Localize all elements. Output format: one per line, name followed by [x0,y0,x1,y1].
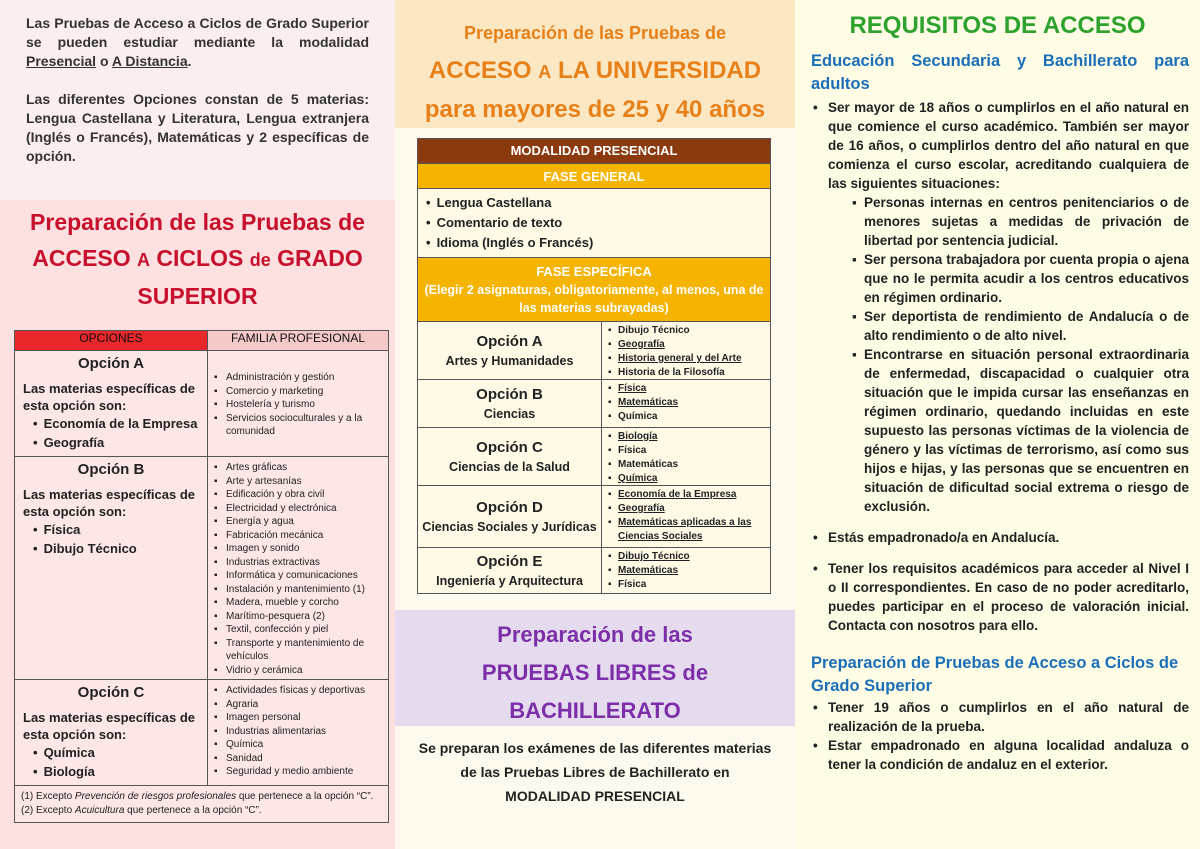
option-subtitle: Ciencias [483,406,536,421]
list-item: ▪ Artes gráficas [214,461,382,475]
option-subtitle: Ciencias de la Salud [449,459,570,474]
intro-panel [0,0,395,200]
list-item: ▪ Dibujo Técnico [608,550,766,564]
fase-especifica-options [418,321,770,593]
universidad-title: Preparación de las Pruebas de ACCESO A LA UNIVERSIDAD para mayores de 25 y 40 años [395,0,795,128]
list-item: ▪ Transporte y mantenimiento de vehículos [214,637,382,664]
materias-list [33,520,199,558]
list-item: ▪ Electricidad y electrónica [214,502,382,516]
requisitos-adultos-section [811,50,1189,635]
ciclos-title: Preparación de las Pruebas de ACCESO A CICLOS de GRADO SUPERIOR [30,209,365,309]
presencial-label: Presencial [26,53,97,69]
familias-list [214,371,382,439]
list-item: ▪ Imagen y sonido [214,542,382,556]
list-item: ▪ Matemáticas [608,396,766,410]
list-item: ▪ Madera, mueble y corcho [214,596,382,610]
option-title: Opción B [77,461,145,478]
list-item: ▪ Geografía [608,502,766,516]
option-title: Opción A [476,332,543,350]
list-item: ▪ Dibujo Técnico [608,324,766,338]
libres-title: Preparación de las PRUEBAS LIBRES de BACHILLERATO [395,610,795,726]
list-item: • Física [33,520,199,539]
list-item: ▪ Ser persona trabajadora por cuenta propia o ajena que no le permita acudir a los centros educativos en régimen ordinario. [854,250,1189,307]
header-familia: FAMILIA PROFESIONAL [208,331,389,351]
list-item: ▪ Informática y comunicaciones [214,569,382,583]
list-item: • Geografía [33,433,199,452]
column-universidad [395,0,795,849]
list-item: ▪ Hostelería y turismo [214,398,382,412]
list-item: ▪ Seguridad y medio ambiente [214,765,382,779]
list-item: ▪ Agraria [214,698,382,712]
list-item: ▪ Ser deportista de rendimiento de Andalucía o de alto rendimiento o de alto nivel. [854,307,1189,345]
table-row: Opción B Las materias específicas de esta opción son: • Física • Dibujo Técnico ▪ Artes gráficas ▪ Arte y artesanías ▪ Edificación y obra civil ▪ Electricidad y electrónica ▪ Energía y agua ▪ Fabricación mecánica ▪ Imagen y sonido ▪ Industrias extractivas ▪ Informática y comunicaciones ▪ Instalación y mantenimiento (1) ▪ Madera, mueble y corcho ▪ Marítimo-pesquera (2) ▪ Textil, confección y piel ▪ Transporte y mantenimiento de vehículos ▪ Vidrio y cerámica [15,457,389,680]
list-item: ▪ Textil, confección y piel [214,623,382,637]
list-item: ▪ Biología [608,430,766,444]
option-subtitle: Artes y Humanidades [445,353,574,368]
ciclos-requisitos-list [811,698,1189,774]
familias-list [214,461,382,677]
list-item: • Economía de la Empresa [33,414,199,433]
libres-modalidad: MODALIDAD PRESENCIAL [505,788,685,804]
list-item: ▪ Geografía [608,338,766,352]
list-item: • Estás empadronado/a en Andalucía. [811,528,1189,547]
option-title: Opción D [476,498,543,516]
asignaturas-list [608,550,766,592]
modalidad-presencial-table [417,138,771,594]
table-row [418,485,770,547]
list-item: • Biología [33,762,199,781]
header-opciones: OPCIONES [15,331,208,351]
option-subtitle: Ciencias Sociales y Jurídicas [422,519,597,534]
list-item: ▪ Instalación y mantenimiento (1) [214,583,382,597]
list-item: ▪ Energía y agua [214,515,382,529]
fase-especifica-header: FASE ESPECÍFICA (Elegir 2 asignaturas, obligatoriamente, al menos, una de las materias subrayadas) [418,257,770,321]
list-item: ▪ Servicios socioculturales y a la comunidad [214,412,382,439]
list-item: ▪ Física [608,578,766,592]
list-item: ▪ Edificación y obra civil [214,488,382,502]
asignaturas-list [608,430,766,486]
intro-paragraph-modalidad: Las Pruebas de Acceso a Ciclos de Grado Superior se pueden estudiar mediante la modalidad Presencial o A Distancia. [26,15,369,69]
list-item: ▪ Marítimo-pesquera (2) [214,610,382,624]
list-item: ▪ Sanidad [214,752,382,766]
list-item: ▪ Industrias extractivas [214,556,382,570]
list-item: ▪ Química [608,472,766,486]
list-item: ▪ Física [608,444,766,458]
list-item: ▪ Comercio y marketing [214,385,382,399]
list-item: • Estar empadronado en alguna localidad andaluza o tener la condición de andaluz en el exterior. [811,736,1189,774]
distancia-label: A Distancia [111,53,188,69]
option-label [418,428,602,485]
asignaturas-list [608,324,766,380]
list-item: • Idioma (Inglés o Francés) [426,233,762,253]
list-item: • Dibujo Técnico [33,539,199,558]
asignaturas-list [608,382,766,424]
table-row-notes [15,786,389,823]
option-title: Opción E [476,552,543,570]
requisitos-ciclos-section [811,652,1189,774]
table-row: Opción C Las materias específicas de esta opción son: • Química • Biología ▪ Actividades físicas y deportivas ▪ Agraria ▪ Imagen personal ▪ Industrias alimentarias ▪ Química ▪ Sanidad ▪ Seguridad y medio ambiente [15,680,389,786]
list-item: ▪ Matemáticas aplicadas a las Ciencias Sociales [608,516,766,544]
table-row: Opción A Las materias específicas de esta opción son: • Economía de la Empresa • Geografía ▪ Administración y gestión ▪ Comercio y marketing ▪ Hostelería y turismo ▪ Servicios socioculturales y a la comunidad [15,351,389,457]
option-title: Opción B [476,385,543,403]
list-item: • Tener los requisitos académicos para acceder al Nivel I o II correspondientes. En caso de no poder acreditarlo, puedes participar en el proceso de valoración inicial. Contacta con nosotros para ello. [811,559,1189,635]
list-item: ▪ Personas internas en centros penitenciarios o de menores sujetas a medidas de privación de libertad por sentencia judicial. [854,193,1189,250]
adultos-list [811,98,1189,635]
list-item: ▪ Historia general y del Arte [608,352,766,366]
option-title: Opción C [77,684,145,701]
materias-list [33,414,199,452]
materias-list [33,743,199,781]
list-item: ▪ Historia de la Filosofía [608,366,766,380]
list-item: ▪ Matemáticas [608,458,766,472]
list-item: ▪ Encontrarse en situación personal extraordinaria de enfermedad, discapacidad o cualquier otra situación que le impida cursar las enseñanzas en régimen ordinario, quedando incluidas en este supuesto las personas víctimas de la violencia de género y las víctimas de terrorismo, así como sus hijos e hijas, y las personas que se encuentren en situación de dificultad social extrema o riesgo de exclusión. [854,345,1189,516]
list-item: ▪ Química [214,738,382,752]
table-row [418,321,770,379]
list-item: ▪ Vidrio y cerámica [214,664,382,678]
ciclos-heading: Preparación de Pruebas de Acceso a Ciclos de Grado Superior [811,654,1179,695]
list-item: • Tener 19 años o cumplirlos en el año natural de realización de la prueba. [811,698,1189,736]
intro-paragraph-opciones: Las diferentes Opciones constan de 5 materias: Lengua Castellana y Literatura, Lengua extranjera (Inglés o Francés), Matemáticas y 2 específicas de opción. [26,91,369,164]
list-item: ▪ Administración y gestión [214,371,382,385]
list-item: ▪ Fabricación mecánica [214,529,382,543]
fase-general-list [418,188,770,257]
option-label [418,486,602,547]
opciones-table [14,330,389,823]
option-label [418,548,602,593]
libres-description: Se preparan los exámenes de las diferentes materias de las Pruebas Libres de Bachillerato en MODALIDAD PRESENCIAL [415,736,775,808]
option-label [418,322,602,379]
list-item: ▪ Industrias alimentarias [214,725,382,739]
asignaturas-list [608,488,766,544]
list-item: ▪ Química [608,410,766,424]
requisitos-title: REQUISITOS DE ACCESO [849,12,1146,39]
table-header-row [15,331,389,351]
table-row [418,547,770,593]
option-label [418,380,602,427]
adultos-heading: Educación Secundaria y Bachillerato para adultos [811,52,1189,93]
list-item: ▪ Actividades físicas y deportivas [214,684,382,698]
table-row [418,379,770,427]
list-item: • Comentario de texto [426,213,762,233]
table-row [418,427,770,485]
option-title: Opción A [77,355,145,372]
situaciones-list [854,193,1189,516]
option-subtitle: Ingeniería y Arquitectura [436,573,583,588]
footnotes: (1) Excepto Prevención de riesgos profesionales que pertenece a la opción “C”. (2) Excepto Acuicultura que pertenece a la opción “C”. [15,786,389,823]
list-item: ▪ Arte y artesanías [214,475,382,489]
column-ciclos [0,0,395,849]
list-item: • Química [33,743,199,762]
fase-general-header: FASE GENERAL [418,163,770,188]
list-item: • Lengua Castellana [426,193,762,213]
list-item: ▪ Economía de la Empresa [608,488,766,502]
list-item: ▪ Física [608,382,766,396]
familias-list [214,684,382,779]
column-requisitos [795,0,1200,849]
option-title: Opción C [476,438,543,456]
modalidad-title: MODALIDAD PRESENCIAL [418,139,770,163]
list-item: • Ser mayor de 18 años o cumplirlos en el año natural en que comience el curso académico. También ser mayor de 16 años, o cumplirlos dentro del año natural en que comienza el curso escolar, acreditando cualquiera de las siguientes situaciones: ▪ Personas internas en centros penitenciarios o de menores sujetas a medidas de privación de libertad por sentencia judicial. ▪ Ser persona trabajadora por cuenta propia o ajena que no le permita acudir a los centros educativos en régimen ordinario. ▪ Ser deportista de rendimiento de Andalucía o de alto rendimiento o de alto nivel. ▪ Encontrarse en situación personal extraordinaria de enfermedad, discapacidad o cualquier otra situación que le impida cursar las enseñanzas en régimen ordinario, quedando incluidas en este supuesto las personas víctimas de la violencia de género y las víctimas de terrorismo, así como sus hijos e hijas, y las personas que se encuentren en situación de dificultad social extrema o riesgo de exclusión. [811,98,1189,516]
list-item: ▪ Matemáticas [608,564,766,578]
list-item: ▪ Imagen personal [214,711,382,725]
